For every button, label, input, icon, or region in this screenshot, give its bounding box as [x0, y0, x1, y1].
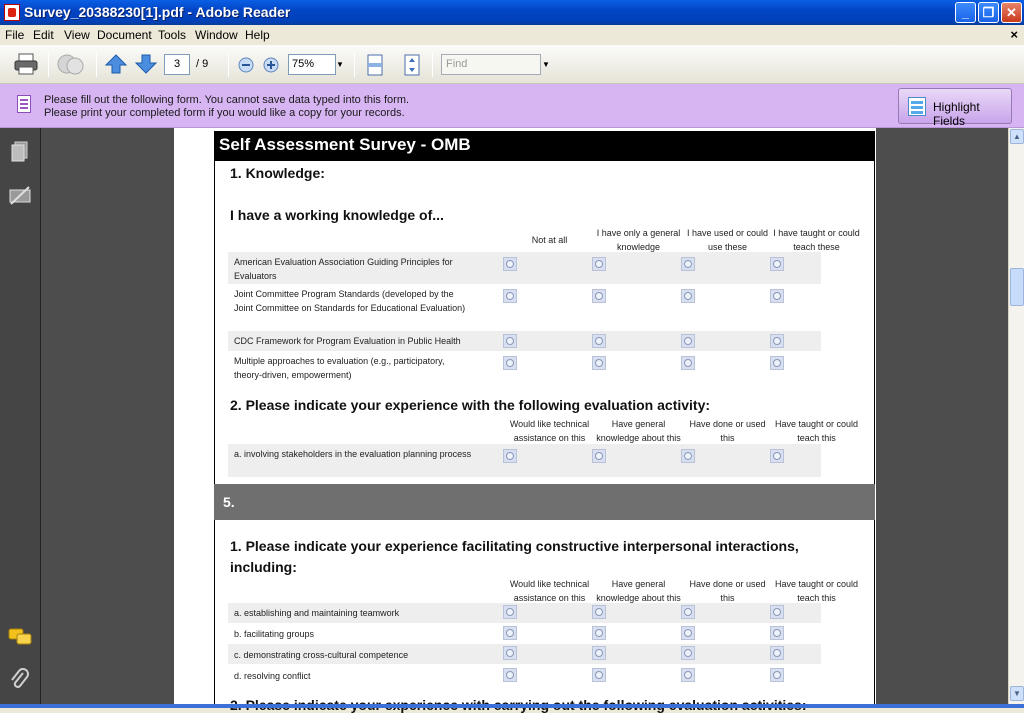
- radio-not-at-all[interactable]: [503, 356, 517, 370]
- radio-used[interactable]: [681, 257, 695, 271]
- radio-not-at-all[interactable]: [503, 334, 517, 348]
- radio-technical-assistance[interactable]: [503, 626, 517, 640]
- menu-document[interactable]: Document: [97, 28, 152, 42]
- radio-done-used[interactable]: [681, 626, 695, 640]
- survey-header: Self Assessment Survey - OMB: [214, 131, 875, 161]
- close-document-icon[interactable]: ×: [1010, 27, 1018, 42]
- form-notification-bar: [0, 84, 1024, 128]
- experience-column-header: Have general knowledge about this: [596, 419, 681, 443]
- radio-technical-assistance[interactable]: [503, 646, 517, 660]
- fit-width-icon[interactable]: [402, 54, 422, 76]
- row-label: b. facilitating groups: [234, 629, 315, 639]
- restore-button[interactable]: ❐: [978, 2, 999, 23]
- row-label: Joint Committee Program Standards (developed by the Joint Committee on Standards for Educational Evaluation): [234, 289, 466, 313]
- form-document-icon: [17, 95, 31, 113]
- find-dropdown-icon[interactable]: ▼: [542, 60, 550, 69]
- table-row: [228, 331, 821, 351]
- radio-technical-assistance[interactable]: [503, 668, 517, 682]
- radio-taught[interactable]: [770, 289, 784, 303]
- table-row: [228, 284, 821, 331]
- knowledge-column-header: Not at all: [531, 235, 568, 245]
- menu-tools[interactable]: Tools: [158, 28, 187, 42]
- radio-taught[interactable]: [770, 668, 784, 682]
- radio-general-knowledge[interactable]: [592, 356, 606, 370]
- radio-technical-assistance[interactable]: [503, 449, 517, 463]
- radio-general-knowledge[interactable]: [592, 257, 606, 271]
- radio-general-knowledge[interactable]: [592, 334, 606, 348]
- section-5-header: 5.: [214, 484, 875, 520]
- close-button[interactable]: ✕: [1001, 2, 1022, 23]
- table-row: [228, 444, 821, 477]
- radio-taught[interactable]: [770, 605, 784, 619]
- experience-column-header: Would like technical assistance on this: [509, 419, 590, 443]
- table-row: [228, 664, 821, 686]
- experience-question: 2. Please indicate your experience with the following evaluation activity:: [230, 397, 711, 413]
- acrobat-app-icon: [4, 4, 20, 21]
- row-label: a. establishing and maintaining teamwork: [234, 608, 400, 618]
- menu-bar: [0, 25, 1024, 45]
- next-page-icon[interactable]: [135, 54, 157, 74]
- page-number-input[interactable]: 3: [164, 54, 190, 75]
- radio-taught[interactable]: [770, 626, 784, 640]
- interpersonal-column-header: Would like technical assistance on this: [509, 579, 590, 603]
- radio-taught[interactable]: [770, 646, 784, 660]
- comments-panel-icon[interactable]: [8, 626, 32, 650]
- radio-technical-assistance[interactable]: [503, 605, 517, 619]
- row-label: c. demonstrating cross-cultural competence: [234, 650, 409, 660]
- table-row: [228, 623, 821, 644]
- radio-general-knowledge[interactable]: [592, 289, 606, 303]
- table-row: [228, 252, 821, 284]
- table-row: [228, 644, 821, 664]
- radio-done-used[interactable]: [681, 605, 695, 619]
- zoom-dropdown-icon[interactable]: ▼: [336, 60, 344, 69]
- row-label: d. resolving conflict: [234, 671, 311, 681]
- interpersonal-column-header: Have done or used this: [689, 579, 766, 603]
- row-label: American Evaluation Association Guiding Principles for Evaluators: [234, 257, 453, 281]
- radio-done-used[interactable]: [681, 668, 695, 682]
- radio-used[interactable]: [681, 289, 695, 303]
- minimize-button[interactable]: _: [955, 2, 976, 23]
- form-message: Please fill out the following form. You cannot save data typed into this form. Please print your completed form if you would like a copy for your records.: [44, 94, 410, 119]
- scroll-up-icon[interactable]: ▲: [1010, 129, 1024, 144]
- radio-taught[interactable]: [770, 449, 784, 463]
- toolbar: [0, 45, 1024, 84]
- knowledge-column-header: I have taught or could teach these: [773, 228, 860, 252]
- menu-view[interactable]: View: [64, 28, 90, 42]
- experience-column-header: Have done or used this: [689, 419, 766, 443]
- pages-panel-icon[interactable]: [8, 140, 32, 164]
- menu-file[interactable]: File: [5, 28, 25, 42]
- radio-taught[interactable]: [770, 356, 784, 370]
- scroll-down-icon[interactable]: ▼: [1010, 686, 1024, 701]
- knowledge-column-header: I have only a general knowledge: [596, 228, 681, 252]
- radio-used[interactable]: [681, 334, 695, 348]
- zoom-in-icon[interactable]: [263, 57, 279, 73]
- window-title: Survey_20388230[1].pdf - Adobe Reader: [24, 4, 291, 20]
- radio-not-at-all[interactable]: [503, 289, 517, 303]
- radio-taught[interactable]: [770, 257, 784, 271]
- interpersonal-column-header: Have taught or could teach this: [774, 579, 859, 603]
- previous-page-icon[interactable]: [105, 54, 127, 74]
- radio-general-knowledge[interactable]: [592, 449, 606, 463]
- interpersonal-column-header: Have general knowledge about this: [596, 579, 681, 603]
- knowledge-title: 1. Knowledge:: [230, 165, 325, 181]
- row-label: a. involving stakeholders in the evaluation planning process: [234, 449, 472, 459]
- scrollbar-thumb[interactable]: [1010, 268, 1024, 306]
- print-icon[interactable]: [14, 53, 38, 75]
- radio-used[interactable]: [681, 356, 695, 370]
- zoom-level-field[interactable]: 75%: [288, 54, 336, 75]
- experience-column-header: Have taught or could teach this: [774, 419, 859, 443]
- row-label: Multiple approaches to evaluation (e.g., participatory, theory-driven, empowerment): [234, 356, 445, 380]
- radio-done-used[interactable]: [681, 449, 695, 463]
- fit-page-icon[interactable]: [366, 54, 384, 76]
- signatures-panel-icon[interactable]: [8, 184, 32, 208]
- title-bar: [0, 0, 1024, 25]
- interpersonal-question: 1. Please indicate your experience facilitating constructive interpersonal interactions, including:: [230, 538, 799, 575]
- knowledge-subtitle: I have a working knowledge of...: [230, 207, 444, 223]
- attachments-panel-icon[interactable]: [8, 668, 32, 692]
- highlight-fields-button[interactable]: Highlight Fields: [898, 88, 1012, 124]
- radio-not-at-all[interactable]: [503, 257, 517, 271]
- table-row: [228, 603, 821, 623]
- document-view[interactable]: [41, 128, 1008, 704]
- zoom-out-icon[interactable]: [238, 57, 254, 73]
- navigation-pane: [0, 128, 41, 704]
- taskbar-edge: [0, 704, 1024, 708]
- radio-general-knowledge[interactable]: [592, 668, 606, 682]
- find-input[interactable]: Find: [441, 54, 541, 75]
- radio-general-knowledge[interactable]: [592, 626, 606, 640]
- vertical-scrollbar[interactable]: [1008, 128, 1024, 704]
- menu-window[interactable]: Window: [195, 28, 238, 42]
- menu-help[interactable]: Help: [245, 28, 270, 42]
- radio-taught[interactable]: [770, 334, 784, 348]
- radio-general-knowledge[interactable]: [592, 646, 606, 660]
- pdf-page: [174, 128, 876, 704]
- radio-general-knowledge[interactable]: [592, 605, 606, 619]
- table-row: [228, 351, 821, 387]
- row-label: CDC Framework for Program Evaluation in Public Health: [234, 336, 461, 346]
- collaborate-icon[interactable]: [57, 52, 85, 76]
- knowledge-column-header: I have used or could use these: [686, 228, 769, 252]
- radio-done-used[interactable]: [681, 646, 695, 660]
- page-count: / 9: [196, 58, 209, 70]
- menu-edit[interactable]: Edit: [33, 28, 54, 42]
- highlight-fields-icon: [908, 97, 926, 116]
